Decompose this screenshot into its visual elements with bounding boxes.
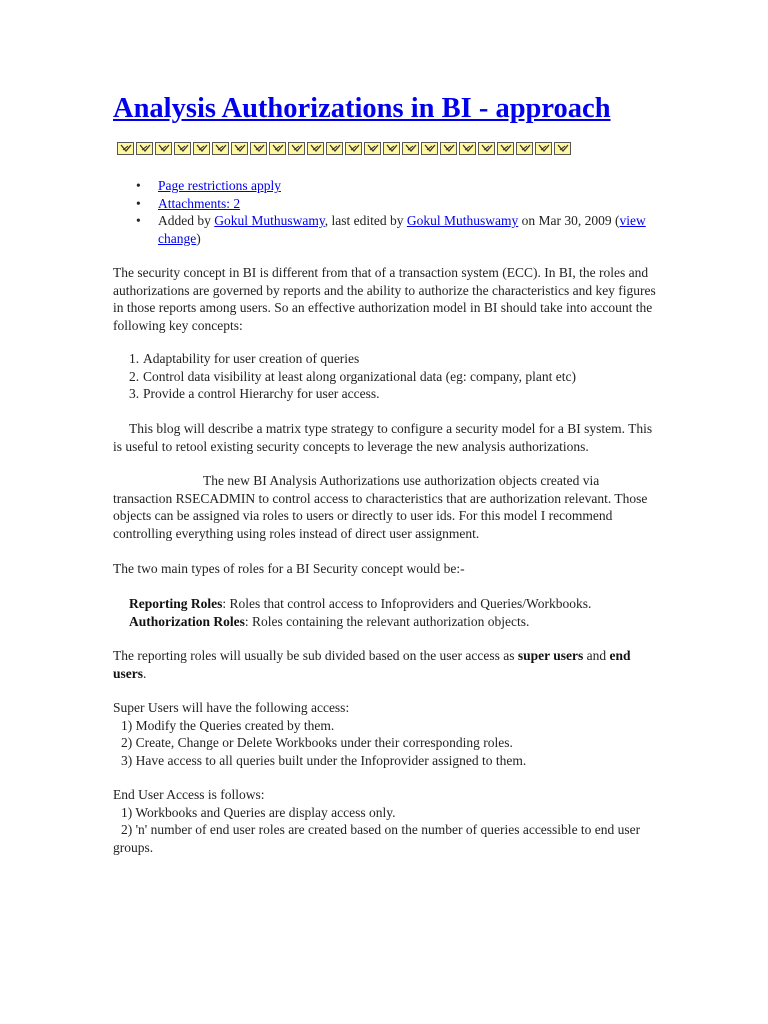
- star-icon[interactable]: [383, 142, 400, 155]
- list-number: 2.: [129, 368, 140, 384]
- attachments-link[interactable]: Attachments: 2: [158, 195, 241, 211]
- star-icon[interactable]: [307, 142, 324, 155]
- star-icon[interactable]: [174, 142, 191, 155]
- authorization-roles-text: : Roles containing the relevant authorization objects.: [244, 613, 530, 629]
- star-icon[interactable]: [212, 142, 229, 155]
- star-icon[interactable]: [345, 142, 362, 155]
- role-types-paragraph: The two main types of roles for a BI Security concept would be:-: [113, 561, 465, 576]
- page-title[interactable]: Analysis Authorizations in BI - approach: [113, 93, 611, 124]
- role-definitions: [113, 595, 674, 630]
- star-icon[interactable]: [440, 142, 457, 155]
- star-icon[interactable]: [516, 142, 533, 155]
- super-users-section: [113, 699, 658, 769]
- list-text: Adaptability for user creation of queries: [143, 351, 360, 366]
- end-users-heading: End User Access is follows:: [113, 787, 265, 802]
- list-number: 1.: [129, 351, 140, 366]
- star-icon[interactable]: [459, 142, 476, 155]
- star-icon[interactable]: [117, 142, 134, 155]
- page-restrictions-link[interactable]: Page restrictions apply: [158, 178, 281, 193]
- access-item: 1) Workbooks and Queries are display access only.: [121, 804, 396, 820]
- list-text: Provide a control Hierarchy for user access.: [143, 386, 380, 401]
- star-icon[interactable]: [136, 142, 153, 155]
- and-word: and: [583, 648, 610, 663]
- star-icon[interactable]: [155, 142, 172, 155]
- super-users-heading: Super Users will have the following access:: [113, 700, 350, 715]
- authorization-roles-label: Authorization Roles: [129, 613, 245, 629]
- star-icon[interactable]: [364, 142, 381, 155]
- star-icon[interactable]: [288, 142, 305, 155]
- reporting-roles-label: Reporting Roles: [129, 596, 223, 611]
- meta-item: [113, 195, 653, 213]
- access-item: 2) 'n' number of end user roles are created based on the number of queries accessible to end user groups.: [113, 822, 641, 855]
- added-by-label: Added by: [158, 213, 215, 228]
- star-icon[interactable]: [269, 142, 286, 155]
- star-icon[interactable]: [231, 142, 248, 155]
- star-icon[interactable]: [421, 142, 438, 155]
- access-item: 1) Modify the Queries created by them.: [121, 717, 335, 733]
- view-change-link[interactable]: view change: [158, 213, 646, 246]
- super-users-term: super users: [517, 648, 584, 663]
- list-number: 3.: [129, 386, 140, 401]
- rating-bar[interactable]: [117, 142, 573, 155]
- close-paren: ): [196, 230, 201, 246]
- reporting-roles-definition: [129, 595, 674, 613]
- subdivision-text: The reporting roles will usually be sub divided based on the user access as: [113, 648, 518, 663]
- star-icon[interactable]: [193, 142, 210, 155]
- edit-date: on Mar 30, 2009 (: [518, 213, 620, 228]
- edited-by-label: , last edited by: [324, 213, 407, 228]
- star-icon[interactable]: [250, 142, 267, 155]
- star-icon[interactable]: [535, 142, 552, 155]
- list-item: [113, 368, 576, 386]
- end-users-term: end users: [113, 648, 631, 681]
- rsecadmin-paragraph: The new BI Analysis Authorizations use authorization objects created via transaction RSECADMIN to control access to characteristics that are authorization relevant. Those objects can be assigned via roles to users or directly to user ids. For this model I recommend controlling everything using roles instead of direct user assignment.: [113, 473, 648, 541]
- access-item: 2) Create, Change or Delete Workbooks under their corresponding roles.: [121, 735, 513, 750]
- star-icon[interactable]: [402, 142, 419, 155]
- list-text: Control data visibility at least along organizational data (eg: company, plant etc): [143, 368, 576, 384]
- end-users-section: [113, 786, 658, 856]
- author-link[interactable]: Gokul Muthuswamy: [214, 213, 325, 228]
- star-icon[interactable]: [497, 142, 514, 155]
- authorization-roles-definition: [129, 613, 674, 631]
- blog-intro-paragraph: This blog will describe a matrix type strategy to configure a security model for a BI system. This is useful to retool existing security concepts to leverage the new analysis authorizations.: [113, 421, 653, 454]
- star-icon[interactable]: [326, 142, 343, 155]
- editor-link[interactable]: Gokul Muthuswamy: [406, 213, 519, 228]
- bullet-icon: •: [136, 178, 141, 193]
- meta-item: [113, 177, 653, 195]
- list-item: [113, 385, 576, 403]
- bullet-icon: •: [136, 213, 141, 228]
- key-concepts-list: [113, 350, 576, 403]
- meta-item: [113, 212, 653, 247]
- subdivision-paragraph: [113, 647, 658, 682]
- reporting-roles-text: : Roles that control access to Infoproviders and Queries/Workbooks.: [222, 596, 592, 611]
- page-metadata: [113, 177, 653, 247]
- star-icon[interactable]: [554, 142, 571, 155]
- intro-paragraph: The security concept in BI is different from that of a transaction system (ECC). In BI, the roles and authorizations are governed by reports and the ability to authorize the characteristics and key figures in those reports among users. So an effective authorization model in BI should take into account the following key concepts:: [113, 265, 656, 333]
- access-item: 3) Have access to all queries built under the Infoprovider assigned to them.: [121, 752, 527, 768]
- period: .: [143, 665, 147, 681]
- list-item: [113, 350, 576, 368]
- bullet-icon: •: [136, 195, 141, 211]
- star-icon[interactable]: [478, 142, 495, 155]
